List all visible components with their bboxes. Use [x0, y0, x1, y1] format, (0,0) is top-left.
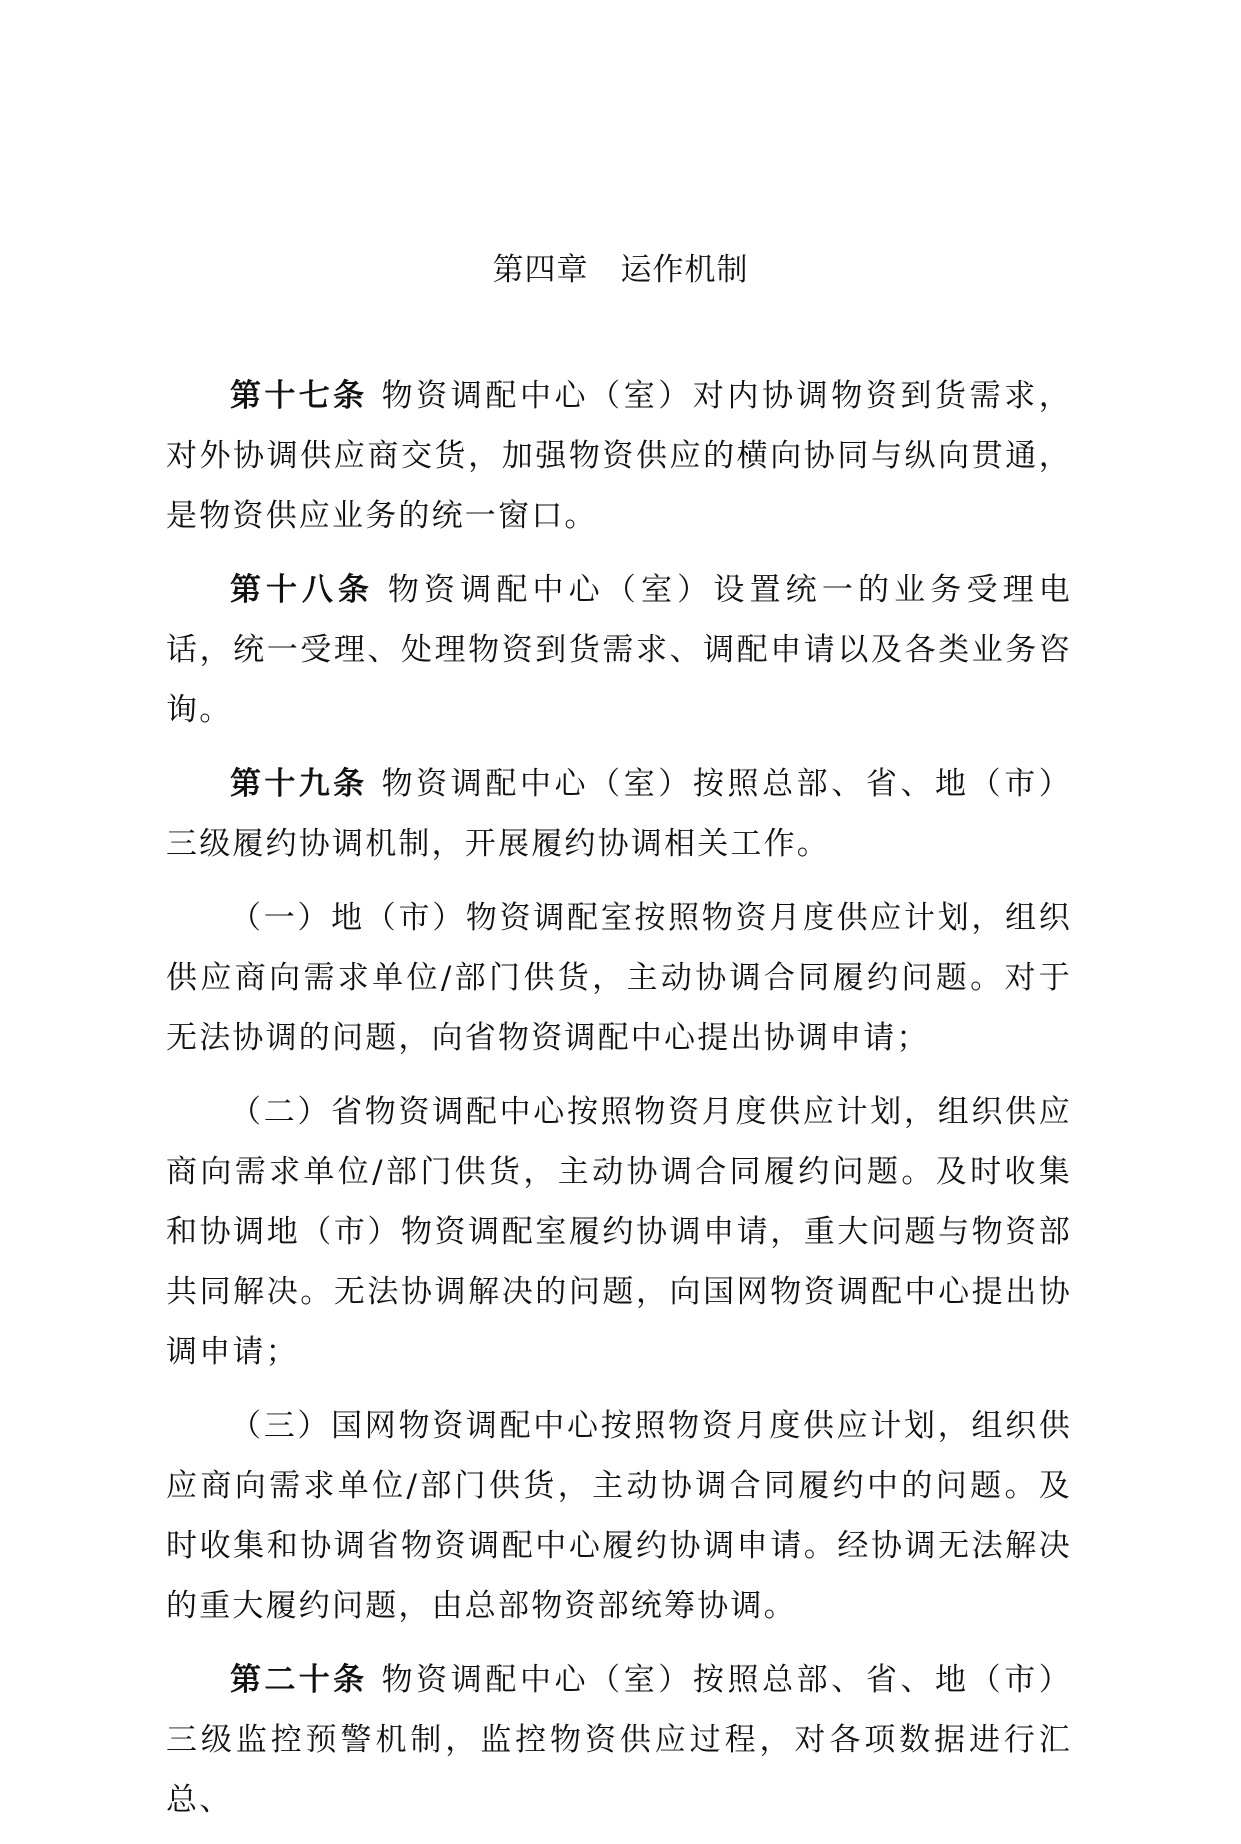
article-text: 物资调配中心（室）对内协调物资到货需求，对外协调供应商交货，加强物资供应的横向协同与纵向贯通，是物资供应业务的统一窗口。	[166, 378, 1073, 534]
article-number: 第十八条	[230, 572, 374, 608]
article-19-item-1: （一）地（市）物资调配室按照物资月度供应计划，组织供应商向需求单位/部门供货，主动协调合同履约问题。对于无法协调的问题，向省物资调配中心提出协调申请；	[166, 900, 1072, 1056]
article-19-item-2: （二）省物资调配中心按照物资月度供应计划，组织供应商向需求单位/部门供货，主动协调合同履约问题。及时收集和协调地（市）物资调配室履约协调申请，重大问题与物资部共同解决。无法协调解决的问题，向国网物资调配中心提出协调申请；	[166, 1094, 1072, 1370]
article-19	[166, 754, 1072, 874]
article-text: 物资调配中心（室）按照总部、省、地（市）三级履约协调机制，开展履约协调相关工作。	[166, 766, 1073, 862]
article-17	[166, 366, 1072, 546]
chapter-body	[166, 366, 1072, 1844]
article-number: 第十九条	[230, 766, 368, 802]
chapter-title: 第四章 运作机制	[492, 252, 749, 288]
article-text: 物资调配中心（室）按照总部、省、地（市）三级监控预警机制，监控物资供应过程，对各项数据进行汇总、	[166, 1662, 1073, 1818]
article-20	[166, 1650, 1072, 1830]
article-18	[166, 560, 1072, 740]
article-19-item-3: （三）国网物资调配中心按照物资月度供应计划，组织供应商向需求单位/部门供货，主动协调合同履约中的问题。及时收集和协调省物资调配中心履约协调申请。经协调无法解决的重大履约问题，由总部物资部统筹协调。	[166, 1408, 1072, 1624]
article-number: 第十七条	[230, 378, 368, 414]
article-text: 物资调配中心（室）设置统一的业务受理电话，统一受理、处理物资到货需求、调配申请以及各类业务咨询。	[166, 572, 1072, 728]
article-number: 第二十条	[230, 1662, 368, 1698]
